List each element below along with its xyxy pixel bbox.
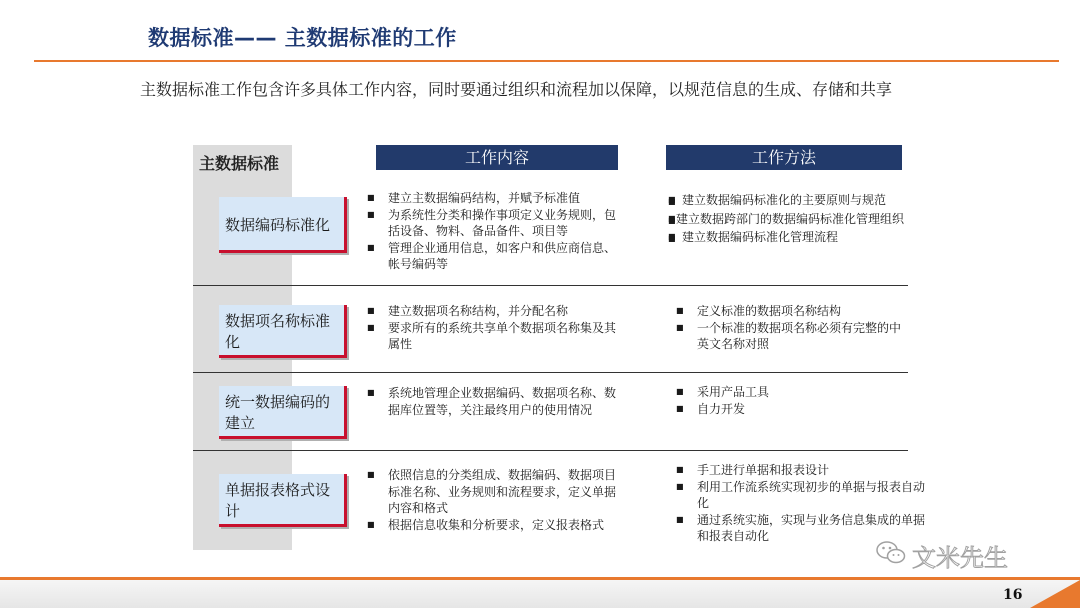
method-list-row-3 xyxy=(676,384,904,417)
intro-paragraph: 主数据标准工作包含许多具体工作内容，同时要通过组织和流程加以保障，以规范信息的生成、存储和共享 xyxy=(140,80,893,99)
list-item: ■ ■建立数据跨部门的数据编码标准化管理组织 xyxy=(668,211,904,230)
list-item: ■ 建立数据项名称结构，并分配名称 xyxy=(367,303,625,320)
method-list-row-4 xyxy=(676,462,932,545)
list-item: ■ 系统地管理企业数据编码、数据项名称、数据库位置等，关注最终用户的使用情况 xyxy=(367,385,625,418)
list-item: ■ 根据信息收集和分析要求，定义报表格式 xyxy=(367,517,625,534)
watermark-text: 文米先生 xyxy=(912,543,1008,572)
row-divider xyxy=(193,372,908,373)
row-label-code-standardization: 数据编码标准化 xyxy=(219,197,347,253)
list-item: ■ 一个标准的数据项名称必须有完整的中英文名称对照 xyxy=(676,320,904,353)
list-item: ■ 采用产品工具 xyxy=(676,384,904,401)
content-list-row-2 xyxy=(367,303,625,353)
list-item: ■ 依照信息的分类组成、数据编码、数据项目标准名称、业务规则和流程要求，定义单据内容和格式 xyxy=(367,467,625,517)
page-title: 数据标准—— 主数据标准的工作 xyxy=(148,26,457,50)
method-list-row-1 xyxy=(668,192,904,248)
list-item: ■ 建立主数据编码结构，并赋予标准值 xyxy=(367,190,625,207)
list-item: ■ 要求所有的系统共享单个数据项名称集及其属性 xyxy=(367,320,625,353)
list-item: ■ 自力开发 xyxy=(676,401,904,418)
watermark xyxy=(876,538,1056,572)
column-header-content: 工作内容 xyxy=(376,145,618,170)
title-divider xyxy=(34,60,1059,62)
list-item: ■ 管理企业通用信息，如客户和供应商信息、帐号编码等 xyxy=(367,240,625,273)
content-list-row-1 xyxy=(367,190,625,273)
list-item: ■ 通过系统实施，实现与业务信息集成的单据和报表自动化 xyxy=(676,512,932,545)
row-label-unified-code: 统一数据编码的建立 xyxy=(219,386,347,439)
wechat-icon xyxy=(876,540,906,570)
list-item: ■ ■ 建立数据编码标准化管理流程 xyxy=(668,229,904,248)
footer-accent-wedge xyxy=(1030,580,1080,608)
left-panel-title: 主数据标准 xyxy=(199,154,280,173)
page-number: 16 xyxy=(1003,587,1023,603)
footer-bar xyxy=(0,577,1080,608)
column-header-method: 工作方法 xyxy=(666,145,902,170)
content-list-row-3 xyxy=(367,385,625,418)
list-item: ■ ■ 建立数据编码标准化的主要原则与规范 xyxy=(668,192,904,211)
list-item: ■ 为系统性分类和操作事项定义业务规则，包括设备、物料、备品备件、项目等 xyxy=(367,207,625,240)
row-divider xyxy=(193,285,908,286)
list-item: ■ 利用工作流系统实现初步的单据与报表自动化 xyxy=(676,479,932,512)
content-list-row-4 xyxy=(367,467,625,533)
list-item: ■ 定义标准的数据项名称结构 xyxy=(676,303,904,320)
footer-accent-line xyxy=(0,577,1080,580)
row-label-form-design: 单据报表格式设计 xyxy=(219,474,347,527)
row-divider xyxy=(193,450,908,451)
row-label-item-name-standardization: 数据项名称标准化 xyxy=(219,305,347,358)
list-item: ■ 手工进行单据和报表设计 xyxy=(676,462,932,479)
method-list-row-2 xyxy=(676,303,904,353)
